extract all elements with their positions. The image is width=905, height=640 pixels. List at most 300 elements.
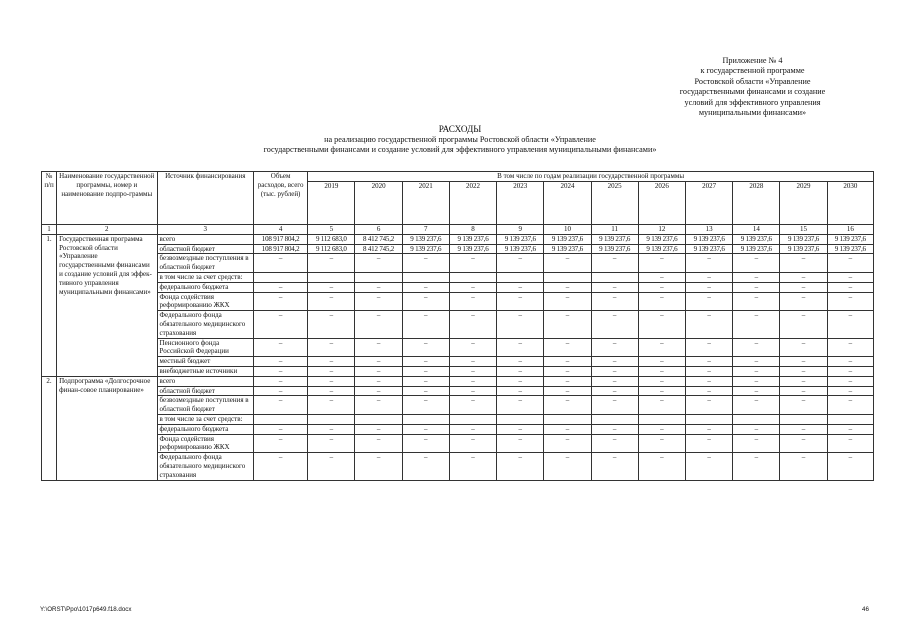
- year-value-cell: –: [544, 453, 591, 480]
- year-value-cell: 9 139 237,6: [733, 234, 780, 244]
- table-row: [42, 396, 874, 415]
- header-year: 2025: [591, 182, 638, 225]
- year-value-cell: –: [780, 424, 827, 434]
- year-value-cell: –: [685, 311, 732, 338]
- header-column-number: 16: [827, 225, 873, 235]
- header-column-number: 9: [497, 225, 544, 235]
- table-row: [42, 292, 874, 311]
- year-value-cell: –: [780, 272, 827, 282]
- year-value-cell: –: [780, 338, 827, 357]
- year-value-cell: 9 139 237,6: [544, 244, 591, 254]
- year-value-cell: 9 139 237,6: [402, 234, 449, 244]
- year-value-cell: –: [308, 424, 355, 434]
- total-value-cell: –: [253, 282, 307, 292]
- year-value-cell: –: [402, 424, 449, 434]
- program-name: Государственная программа Ростовской области «Управление государственными финансами и создание условий для эффек-тивного управления муниципальными финансами»: [57, 234, 157, 376]
- year-value-cell: –: [733, 386, 780, 396]
- year-value-cell: –: [638, 434, 685, 453]
- year-value-cell: –: [780, 376, 827, 386]
- year-value-cell: –: [827, 424, 873, 434]
- year-value-cell: –: [591, 386, 638, 396]
- year-value-cell: –: [355, 338, 402, 357]
- year-value-cell: –: [402, 386, 449, 396]
- total-value-cell: –: [253, 338, 307, 357]
- header-column-number: 3: [157, 225, 253, 235]
- year-value-cell: –: [591, 311, 638, 338]
- year-value-cell: –: [685, 292, 732, 311]
- year-value-cell: –: [449, 434, 496, 453]
- appendix-line: условий для эффективного управления: [684, 97, 821, 107]
- header-name: Наименование государственной программы, номер и наименование подпро-граммы: [57, 172, 157, 225]
- year-value-cell: 9 139 237,6: [827, 234, 873, 244]
- funding-source: всего: [157, 376, 253, 386]
- table-row: [42, 254, 874, 273]
- total-value-cell: –: [253, 396, 307, 415]
- year-value-cell: 9 139 237,6: [449, 244, 496, 254]
- year-value-cell: –: [308, 434, 355, 453]
- table-row: [42, 366, 874, 376]
- year-value-cell: –: [308, 376, 355, 386]
- year-value-cell: –: [544, 311, 591, 338]
- total-value-cell: –: [253, 424, 307, 434]
- footer-file-path: Y:\ORST\Ppo\1017p649.f18.docx: [40, 606, 132, 613]
- year-value-cell: –: [685, 453, 732, 480]
- year-value-cell: –: [544, 424, 591, 434]
- year-value-cell: –: [780, 282, 827, 292]
- year-value-cell: [402, 272, 449, 282]
- year-value-cell: –: [308, 254, 355, 273]
- year-value-cell: –: [591, 424, 638, 434]
- year-value-cell: –: [449, 311, 496, 338]
- header-year: 2021: [402, 182, 449, 225]
- year-value-cell: –: [355, 366, 402, 376]
- year-value-cell: –: [638, 386, 685, 396]
- header-column-number: 7: [402, 225, 449, 235]
- year-value-cell: –: [780, 366, 827, 376]
- year-value-cell: –: [733, 453, 780, 480]
- table-row: [42, 376, 874, 386]
- funding-source: всего: [157, 234, 253, 244]
- funding-source: федерального бюджета: [157, 282, 253, 292]
- table-row: [42, 386, 874, 396]
- table-row: [42, 244, 874, 254]
- year-value-cell: –: [591, 366, 638, 376]
- year-value-cell: –: [638, 292, 685, 311]
- year-value-cell: –: [591, 357, 638, 367]
- year-value-cell: –: [827, 366, 873, 376]
- year-value-cell: –: [497, 424, 544, 434]
- year-value-cell: –: [591, 254, 638, 273]
- total-value-cell: –: [253, 386, 307, 396]
- year-value-cell: [308, 414, 355, 424]
- year-value-cell: [827, 414, 873, 424]
- header-years-group: В том числе по годам реализации государственной программы: [308, 172, 874, 182]
- year-value-cell: –: [685, 424, 732, 434]
- header-column-number: 8: [449, 225, 496, 235]
- funding-source: в том числе за счет средств:: [157, 272, 253, 282]
- year-value-cell: –: [449, 386, 496, 396]
- total-value-cell: –: [253, 453, 307, 480]
- year-value-cell: –: [497, 282, 544, 292]
- total-value-cell: 108 917 804,2: [253, 234, 307, 244]
- header-column-number: 6: [355, 225, 402, 235]
- year-value-cell: –: [402, 434, 449, 453]
- document-title: [130, 124, 790, 155]
- funding-source: местный бюджет: [157, 357, 253, 367]
- year-value-cell: –: [685, 386, 732, 396]
- year-value-cell: –: [685, 272, 732, 282]
- year-value-cell: –: [402, 311, 449, 338]
- appendix-line: Приложение № 4: [722, 56, 783, 65]
- year-value-cell: –: [497, 386, 544, 396]
- year-value-cell: –: [733, 357, 780, 367]
- year-value-cell: [638, 414, 685, 424]
- section-number: 2.: [42, 376, 57, 480]
- year-value-cell: [544, 272, 591, 282]
- year-value-cell: –: [827, 376, 873, 386]
- year-value-cell: –: [308, 453, 355, 480]
- funding-source: в том числе за счет средств:: [157, 414, 253, 424]
- table-row: [42, 282, 874, 292]
- year-value-cell: –: [827, 272, 873, 282]
- year-value-cell: –: [402, 282, 449, 292]
- table-row: [42, 424, 874, 434]
- year-value-cell: –: [685, 376, 732, 386]
- table-row: [42, 414, 874, 424]
- total-value-cell: [253, 414, 307, 424]
- year-value-cell: [685, 414, 732, 424]
- table-row: [42, 338, 874, 357]
- year-value-cell: –: [733, 434, 780, 453]
- year-value-cell: –: [638, 424, 685, 434]
- year-value-cell: –: [733, 338, 780, 357]
- appendix-line: государственными финансами и создание: [679, 87, 826, 97]
- year-value-cell: –: [355, 311, 402, 338]
- year-value-cell: –: [308, 311, 355, 338]
- year-value-cell: –: [308, 338, 355, 357]
- year-value-cell: [402, 414, 449, 424]
- year-value-cell: –: [827, 292, 873, 311]
- year-value-cell: –: [402, 357, 449, 367]
- year-value-cell: –: [355, 376, 402, 386]
- year-value-cell: –: [827, 357, 873, 367]
- total-value-cell: –: [253, 434, 307, 453]
- header-column-number: 13: [685, 225, 732, 235]
- year-value-cell: –: [355, 424, 402, 434]
- header-column-number: 4: [253, 225, 307, 235]
- year-value-cell: –: [733, 272, 780, 282]
- year-value-cell: 9 139 237,6: [591, 244, 638, 254]
- year-value-cell: –: [355, 434, 402, 453]
- year-value-cell: –: [402, 292, 449, 311]
- table-row: [42, 311, 874, 338]
- year-value-cell: –: [308, 282, 355, 292]
- total-value-cell: –: [253, 292, 307, 311]
- header-column-number: 14: [733, 225, 780, 235]
- year-value-cell: 8 412 745,2: [355, 234, 402, 244]
- year-value-cell: –: [402, 396, 449, 415]
- year-value-cell: 9 139 237,6: [733, 244, 780, 254]
- header-column-number: 1: [42, 225, 57, 235]
- year-value-cell: [308, 272, 355, 282]
- year-value-cell: 9 139 237,6: [685, 244, 732, 254]
- year-value-cell: 8 412 745,2: [355, 244, 402, 254]
- header-year: 2022: [449, 182, 496, 225]
- year-value-cell: 9 139 237,6: [402, 244, 449, 254]
- year-value-cell: –: [544, 386, 591, 396]
- year-value-cell: –: [591, 376, 638, 386]
- expenses-table: [41, 171, 874, 481]
- year-value-cell: –: [402, 376, 449, 386]
- year-value-cell: 9 139 237,6: [827, 244, 873, 254]
- year-value-cell: [544, 414, 591, 424]
- funding-source: внебюджетные источники: [157, 366, 253, 376]
- year-value-cell: –: [449, 453, 496, 480]
- year-value-cell: –: [827, 282, 873, 292]
- year-value-cell: –: [402, 453, 449, 480]
- year-value-cell: –: [355, 357, 402, 367]
- year-value-cell: 9 139 237,6: [497, 234, 544, 244]
- year-value-cell: –: [685, 366, 732, 376]
- year-value-cell: –: [780, 254, 827, 273]
- year-value-cell: [449, 272, 496, 282]
- year-value-cell: –: [497, 376, 544, 386]
- year-value-cell: 9 139 237,6: [449, 234, 496, 244]
- year-value-cell: –: [638, 376, 685, 386]
- year-value-cell: –: [638, 453, 685, 480]
- year-value-cell: 9 139 237,6: [780, 234, 827, 244]
- header-column-number: 10: [544, 225, 591, 235]
- header-year: 2029: [780, 182, 827, 225]
- header-column-number: 2: [57, 225, 157, 235]
- year-value-cell: [355, 414, 402, 424]
- year-value-cell: –: [591, 453, 638, 480]
- total-value-cell: –: [253, 254, 307, 273]
- year-value-cell: –: [638, 272, 685, 282]
- year-value-cell: –: [544, 396, 591, 415]
- title-line-1: на реализацию государственной программы Ростовской области «Управление: [324, 135, 596, 144]
- year-value-cell: –: [308, 386, 355, 396]
- appendix-line: Ростовской области «Управление: [694, 76, 811, 86]
- appendix-line: к государственной программе: [700, 66, 805, 76]
- header-year: 2019: [308, 182, 355, 225]
- header-year: 2028: [733, 182, 780, 225]
- year-value-cell: –: [355, 292, 402, 311]
- year-value-cell: 9 112 683,0: [308, 244, 355, 254]
- header-column-number: 15: [780, 225, 827, 235]
- year-value-cell: –: [355, 453, 402, 480]
- year-value-cell: 9 139 237,6: [544, 234, 591, 244]
- year-value-cell: –: [544, 434, 591, 453]
- year-value-cell: –: [827, 386, 873, 396]
- header-year: 2026: [638, 182, 685, 225]
- header-column-number: 11: [591, 225, 638, 235]
- year-value-cell: –: [780, 396, 827, 415]
- title-heading: РАСХОДЫ: [438, 124, 482, 134]
- year-value-cell: 9 139 237,6: [638, 234, 685, 244]
- year-value-cell: –: [685, 338, 732, 357]
- year-value-cell: –: [685, 282, 732, 292]
- year-value-cell: –: [638, 338, 685, 357]
- year-value-cell: –: [402, 366, 449, 376]
- year-value-cell: –: [449, 282, 496, 292]
- year-value-cell: –: [544, 376, 591, 386]
- year-value-cell: –: [591, 338, 638, 357]
- funding-source: Фонда содействия реформированию ЖКХ: [157, 292, 253, 311]
- year-value-cell: –: [544, 292, 591, 311]
- year-value-cell: –: [497, 434, 544, 453]
- total-value-cell: [253, 272, 307, 282]
- year-value-cell: –: [685, 357, 732, 367]
- funding-source: Федерального фонда обязательного медицинского страхования: [157, 453, 253, 480]
- header-year: 2024: [544, 182, 591, 225]
- funding-source: федерального бюджета: [157, 424, 253, 434]
- header-year: 2023: [497, 182, 544, 225]
- table-row: [42, 234, 874, 244]
- year-value-cell: –: [827, 453, 873, 480]
- year-value-cell: [497, 414, 544, 424]
- header-num: № п/п: [42, 172, 57, 225]
- year-value-cell: –: [449, 338, 496, 357]
- year-value-cell: –: [449, 366, 496, 376]
- year-value-cell: –: [733, 366, 780, 376]
- year-value-cell: [591, 414, 638, 424]
- year-value-cell: 9 139 237,6: [638, 244, 685, 254]
- header-volume: Объем расходов, всего (тыс. рублей): [253, 172, 307, 225]
- header-column-number: 5: [308, 225, 355, 235]
- funding-source: Фонда содействия реформированию ЖКХ: [157, 434, 253, 453]
- year-value-cell: –: [355, 396, 402, 415]
- year-value-cell: –: [780, 453, 827, 480]
- funding-source: безвозмездные поступления в областной бюджет: [157, 396, 253, 415]
- year-value-cell: –: [638, 282, 685, 292]
- year-value-cell: –: [638, 366, 685, 376]
- year-value-cell: –: [402, 254, 449, 273]
- year-value-cell: –: [308, 357, 355, 367]
- year-value-cell: –: [449, 357, 496, 367]
- year-value-cell: –: [591, 434, 638, 453]
- header-column-number: 12: [638, 225, 685, 235]
- year-value-cell: –: [827, 396, 873, 415]
- program-name: Подпрограмма «Долгосрочное финан-совое планирование»: [57, 376, 157, 480]
- header-source: Источник финансирования: [157, 172, 253, 225]
- table-row: [42, 434, 874, 453]
- total-value-cell: –: [253, 311, 307, 338]
- year-value-cell: [780, 414, 827, 424]
- year-value-cell: –: [497, 366, 544, 376]
- year-value-cell: –: [402, 338, 449, 357]
- year-value-cell: –: [497, 338, 544, 357]
- year-value-cell: –: [780, 292, 827, 311]
- year-value-cell: –: [497, 453, 544, 480]
- year-value-cell: –: [355, 254, 402, 273]
- total-value-cell: –: [253, 376, 307, 386]
- year-value-cell: –: [733, 424, 780, 434]
- year-value-cell: –: [638, 311, 685, 338]
- year-value-cell: –: [497, 396, 544, 415]
- section-number: 1.: [42, 234, 57, 376]
- year-value-cell: –: [733, 311, 780, 338]
- year-value-cell: [449, 414, 496, 424]
- year-value-cell: –: [308, 396, 355, 415]
- year-value-cell: –: [685, 434, 732, 453]
- year-value-cell: –: [449, 396, 496, 415]
- year-value-cell: –: [638, 396, 685, 415]
- year-value-cell: –: [449, 376, 496, 386]
- year-value-cell: [355, 272, 402, 282]
- year-value-cell: –: [733, 396, 780, 415]
- year-value-cell: 9 112 683,0: [308, 234, 355, 244]
- year-value-cell: 9 139 237,6: [780, 244, 827, 254]
- year-value-cell: –: [780, 311, 827, 338]
- year-value-cell: –: [308, 366, 355, 376]
- appendix-line: муниципальными финансами»: [698, 108, 807, 118]
- header-year: 2027: [685, 182, 732, 225]
- year-value-cell: –: [638, 254, 685, 273]
- year-value-cell: –: [544, 254, 591, 273]
- funding-source: безвозмездные поступления в областной бюджет: [157, 254, 253, 273]
- year-value-cell: –: [827, 254, 873, 273]
- year-value-cell: 9 139 237,6: [685, 234, 732, 244]
- year-value-cell: –: [544, 357, 591, 367]
- funding-source: Федерального фонда обязательного медицинского страхования: [157, 311, 253, 338]
- table-row: [42, 453, 874, 480]
- year-value-cell: [497, 272, 544, 282]
- year-value-cell: 9 139 237,6: [497, 244, 544, 254]
- table-row: [42, 272, 874, 282]
- header-year: 2020: [355, 182, 402, 225]
- year-value-cell: –: [638, 357, 685, 367]
- year-value-cell: –: [497, 292, 544, 311]
- header-year: 2030: [827, 182, 873, 225]
- year-value-cell: –: [449, 424, 496, 434]
- year-value-cell: –: [544, 338, 591, 357]
- appendix-block: [600, 56, 905, 118]
- footer-page-number: 46: [862, 606, 869, 613]
- year-value-cell: [591, 272, 638, 282]
- year-value-cell: –: [685, 396, 732, 415]
- year-value-cell: –: [733, 376, 780, 386]
- funding-source: Пенсионного фонда Российской Федерации: [157, 338, 253, 357]
- year-value-cell: –: [827, 434, 873, 453]
- year-value-cell: [733, 414, 780, 424]
- year-value-cell: –: [497, 357, 544, 367]
- title-line-2: государственными финансами и создание условий для эффективного управления муниципальными финансами»: [263, 145, 657, 154]
- table-row: [42, 357, 874, 367]
- year-value-cell: –: [591, 282, 638, 292]
- year-value-cell: –: [780, 357, 827, 367]
- year-value-cell: 9 139 237,6: [591, 234, 638, 244]
- year-value-cell: –: [733, 254, 780, 273]
- year-value-cell: –: [591, 292, 638, 311]
- year-value-cell: –: [308, 292, 355, 311]
- year-value-cell: –: [544, 366, 591, 376]
- funding-source: областной бюджет: [157, 386, 253, 396]
- year-value-cell: –: [827, 311, 873, 338]
- total-value-cell: –: [253, 366, 307, 376]
- funding-source: областной бюджет: [157, 244, 253, 254]
- year-value-cell: –: [497, 311, 544, 338]
- year-value-cell: –: [685, 254, 732, 273]
- year-value-cell: –: [544, 282, 591, 292]
- year-value-cell: –: [780, 386, 827, 396]
- total-value-cell: 108 917 804,2: [253, 244, 307, 254]
- year-value-cell: –: [733, 282, 780, 292]
- year-value-cell: –: [497, 254, 544, 273]
- year-value-cell: –: [733, 292, 780, 311]
- year-value-cell: –: [591, 396, 638, 415]
- year-value-cell: –: [449, 254, 496, 273]
